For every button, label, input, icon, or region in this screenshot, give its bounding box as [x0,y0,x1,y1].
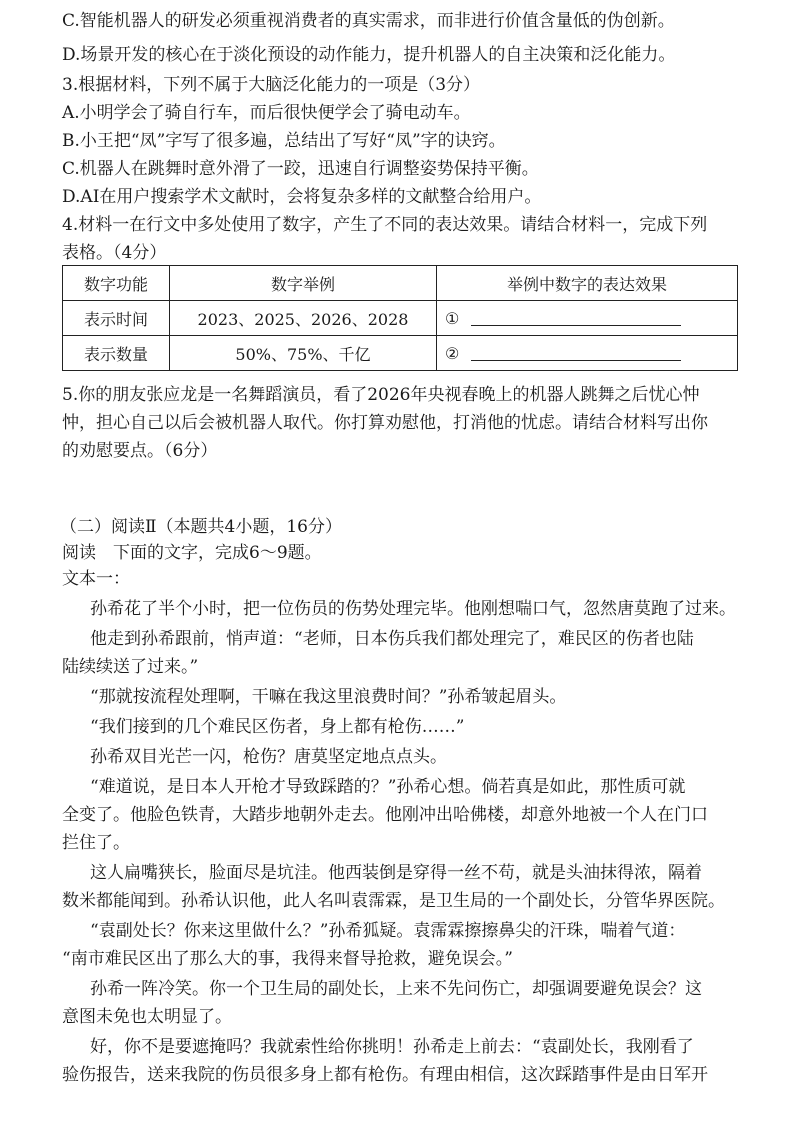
passage-paragraph: 孙希花了半个小时，把一位伤员的伤势处理完毕。他刚想喘口气，忽然唐莫跑了过来。 [90,599,736,619]
table-cell-function: 表示数量 [63,336,170,371]
passage-paragraph: 拦住了。 [62,833,130,853]
table-row [63,336,738,371]
table-row [63,301,738,336]
table-header-function: 数字功能 [63,266,170,301]
table-header-example: 数字举例 [170,266,437,301]
passage-paragraph: 意图未免也太明显了。 [62,1007,232,1027]
table-cell-function: 表示时间 [63,301,170,336]
passage-paragraph: “袁副处长？你来这里做什么？”孙希狐疑。袁霈霖擦擦鼻尖的汗珠，喘着气道： [90,921,686,941]
number-function-table [62,265,738,371]
circled-number-2: ② [445,344,460,363]
passage-paragraph: 孙希一阵冷笑。你一个卫生局的副处长，上来不先问伤亡，却强调要避免误会？这 [90,979,702,999]
passage-paragraph: 孙希双目光芒一闪，枪伤？唐莫坚定地点点头。 [90,747,447,767]
answer-blank-1[interactable] [471,311,681,326]
question-3-option-a: A.小明学会了骑自行车，而后很快便学会了骑电动车。 [62,103,471,123]
reading-instruction: 阅读 下面的文字，完成6～9题。 [62,543,322,563]
passage-paragraph: 陆续续送了过来。” [62,657,199,677]
question-4-line-2: 表格。（4分） [62,243,167,263]
passage-paragraph: “我们接到的几个难民区伤者，身上都有枪伤……” [90,717,465,737]
option-c-text: C.智能机器人的研发必须重视消费者的真实需求，而非进行价值含量低的伪创新。 [62,11,675,31]
question-3-option-c: C.机器人在跳舞时意外滑了一跤，迅速自行调整姿势保持平衡。 [62,159,539,179]
passage-paragraph: “南市难民区出了那么大的事，我得来督导抢救，避免误会。” [62,949,513,969]
question-5-line-1: 5.你的朋友张应龙是一名舞蹈演员，看了2026年央视春晚上的机器人跳舞之后忧心忡 [62,385,700,405]
table-header-effect: 举例中数字的表达效果 [437,266,738,301]
circled-number-1: ① [445,309,460,328]
passage-paragraph: 验伤报告，送来我院的伤员很多身上都有枪伤。有理由相信，这次踩踏事件是由日军开 [62,1065,708,1085]
passage-paragraph: 全变了。他脸色铁青，大踏步地朝外走去。他刚冲出哈佛楼，却意外地被一个人在门口 [62,805,708,825]
question-3-option-b: B.小王把“凤”字写了很多遍，总结出了写好“凤”字的诀窍。 [62,131,506,151]
passage-paragraph: 他走到孙希跟前，悄声道：“老师，日本伤兵我们都处理完了，难民区的伤者也陆 [90,629,694,649]
passage-paragraph: 这人扁嘴狭长，脸面尽是坑洼。他西装倒是穿得一丝不苟，就是头油抹得浓，隔着 [90,863,702,883]
table-cell-example: 50%、75%、千亿 [170,336,437,371]
question-3-option-d: D.AI在用户搜索学术文献时，会将复杂多样的文献整合给用户。 [62,187,542,207]
passage-paragraph: 数米都能闻到。孙希认识他，此人名叫袁霈霖，是卫生局的一个副处长，分管华界医院。 [62,891,725,911]
question-4-line-1: 4.材料一在行文中多处使用了数字，产生了不同的表达效果。请结合材料一，完成下列 [62,215,708,235]
table-cell-example: 2023、2025、2026、2028 [170,301,437,336]
section-heading: （二）阅读Ⅱ（本题共4小题，16分） [60,517,343,537]
passage-paragraph: “难道说，是日本人开枪才导致踩踏的？”孙希心想。倘若真是如此，那性质可就 [90,777,686,797]
question-5-line-3: 的劝慰要点。（6分） [62,441,218,461]
question-3: 3.根据材料，下列不属于大脑泛化能力的一项是（3分） [62,75,481,95]
passage-paragraph: 好，你不是要遮掩吗？我就索性给你挑明！孙希走上前去：“袁副处长，我刚看了 [90,1037,694,1057]
passage-paragraph: “那就按流程处理啊，干嘛在我这里浪费时间？”孙希皱起眉头。 [90,687,567,707]
table-header-row [63,266,738,301]
text-one-label: 文本一： [62,569,130,589]
question-5-line-2: 忡，担心自己以后会被机器人取代。你打算劝慰他，打消他的忧虑。请结合材料写出你 [62,413,708,433]
option-d-text: D.场景开发的核心在于淡化预设的动作能力，提升机器人的自主决策和泛化能力。 [62,45,676,65]
table-cell-effect [437,301,738,336]
answer-blank-2[interactable] [471,346,681,361]
table-cell-effect [437,336,738,371]
